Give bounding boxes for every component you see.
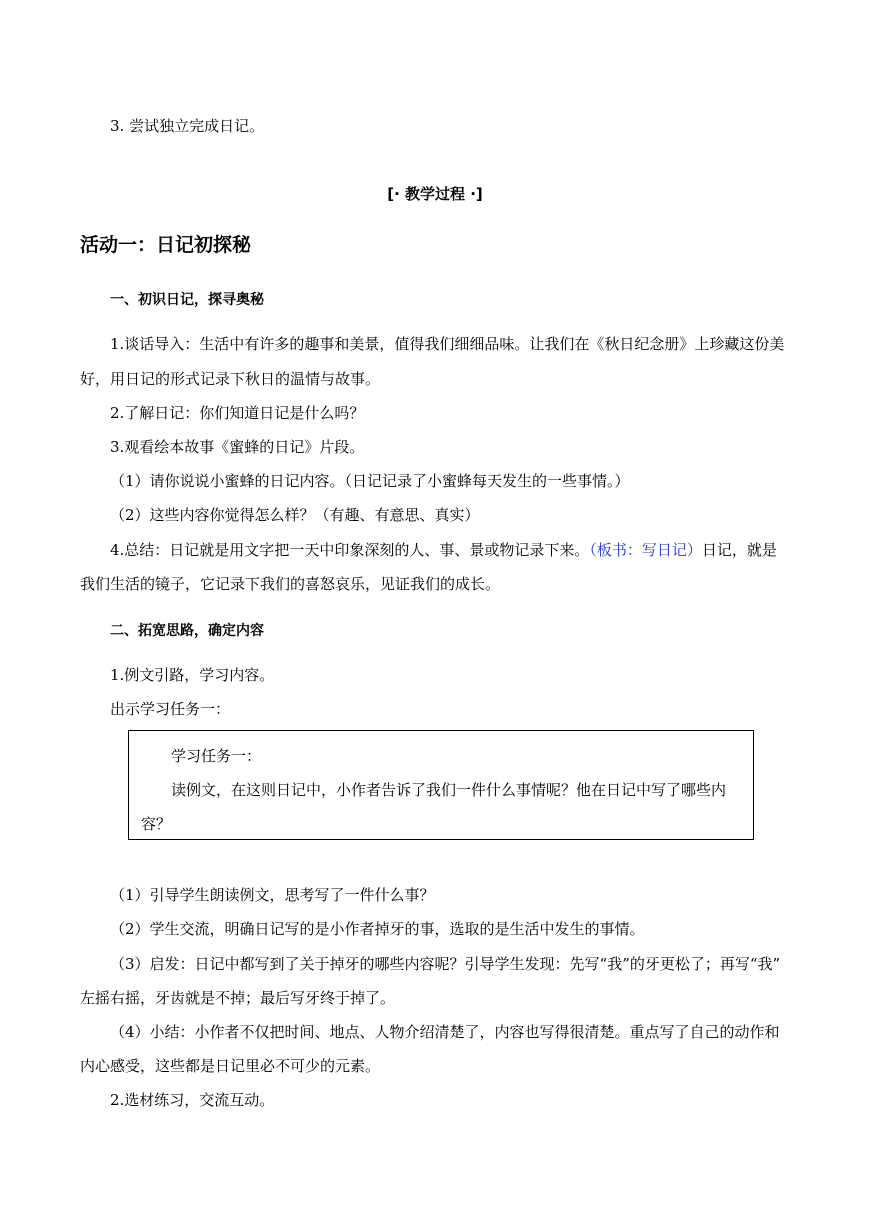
task-line1: 读例文，在这则日记中，小作者告诉了我们一件什么事情呢？他在日记中写了哪些内 (171, 781, 727, 799)
goal-item-3: 3. 尝试独立完成日记。 (110, 117, 265, 135)
task-box (128, 730, 754, 840)
part2-a1: （1）引导学生朗读例文，思考写了一件什么事？ (110, 886, 435, 904)
part1-q1: （1）请你说说小蜜蜂的日记内容。（日记记录了小蜜蜂每天发生的一些事情。） (110, 472, 630, 490)
blackboard-note: （板书：写日记） (589, 541, 702, 559)
part2-a3-line2: 左摇右摇，牙齿就是不掉；最后写牙终于掉了。 (80, 989, 396, 1007)
section-title: [· 教学过程 ·] (387, 185, 483, 203)
part1-heading: 一、初识日记，探寻奥秘 (110, 292, 264, 308)
part1-p2: 2.了解日记：你们知道日记是什么吗？ (110, 404, 365, 422)
part1-p4-text: 4.总结：日记就是用文字把一天中印象深刻的人、事、景或物记录下来。 (110, 541, 590, 559)
task-line2: 容？ (141, 815, 172, 833)
part1-p4-line2: 我们生活的镜子，它记录下我们的喜怒哀乐，见证我们的成长。 (80, 575, 501, 593)
activity-title: 活动一：日记初探秘 (80, 234, 252, 256)
task-title: 学习任务一： (171, 747, 262, 765)
part2-s2: 2.选材练习，交流互动。 (110, 1091, 275, 1109)
part2-a4-line2: 内心感受，这些都是日记里必不可少的元素。 (80, 1057, 381, 1075)
part2-a3-line1: （3）启发：日记中都写到了关于掉牙的哪些内容呢？引导学生发现：先写“我”的牙更松了；再写“我” (110, 955, 781, 973)
part1-q2: （2）这些内容你觉得怎么样？（有趣、有意思、真实） (110, 506, 480, 524)
part2-s1b: 出示学习任务一： (110, 700, 231, 718)
part2-a4-line1: （4）小结：小作者不仅把时间、地点、人物介绍清楚了，内容也写得很清楚。重点写了自己的动作和 (110, 1023, 780, 1041)
part1-p4-line1 (110, 539, 777, 560)
part1-p3: 3.观看绘本故事《蜜蜂的日记》片段。 (110, 438, 365, 456)
part1-p1-line1: 1.谈话导入：生活中有许多的趣事和美景，值得我们细细品味。让我们在《秋日纪念册》上珍藏这份美 (110, 335, 785, 353)
part2-a2: （2）学生交流，明确日记写的是小作者掉牙的事，选取的是生活中发生的事情。 (110, 920, 645, 938)
part1-p4-tail: 日记，就是 (701, 541, 777, 559)
part1-p1-line2: 好，用日记的形式记录下秋日的温情与故事。 (80, 370, 381, 388)
part2-s1: 1.例文引路，学习内容。 (110, 666, 275, 684)
part2-heading: 二、拓宽思路，确定内容 (110, 623, 264, 639)
